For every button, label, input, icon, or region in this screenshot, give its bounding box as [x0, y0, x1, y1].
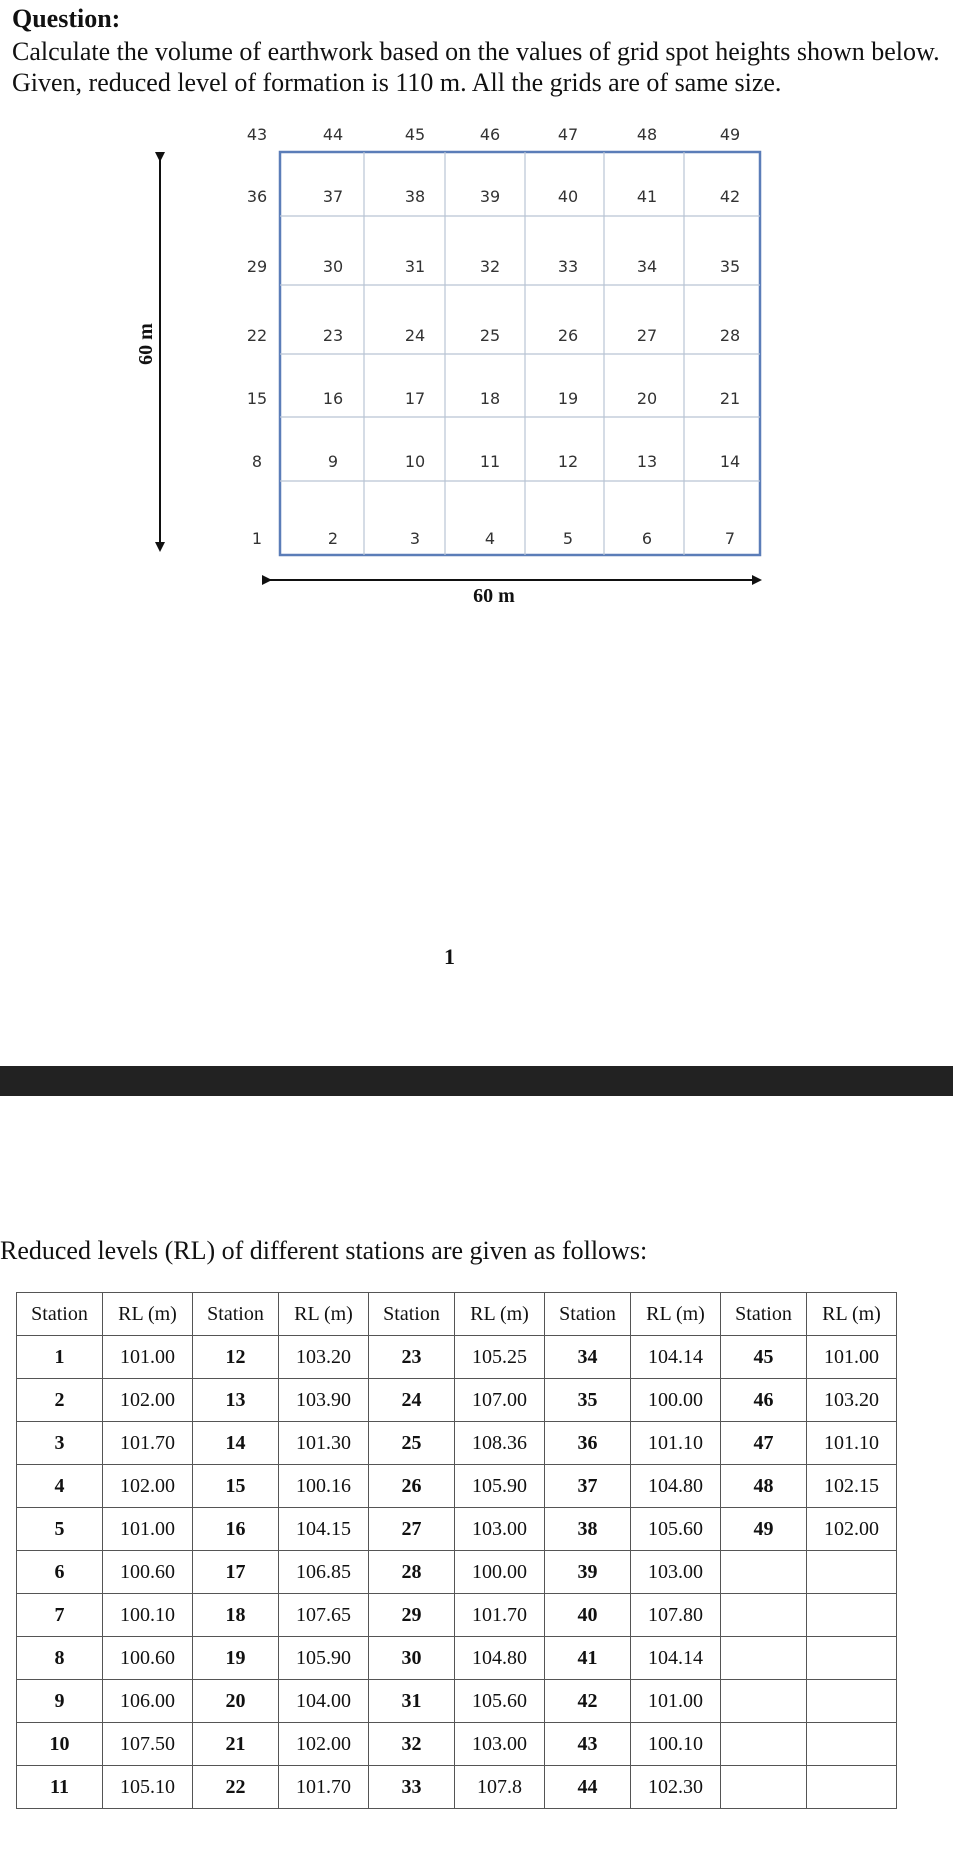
header-rl: RL (m)	[807, 1293, 897, 1336]
rl-cell: 102.00	[103, 1465, 193, 1508]
table-row	[17, 1766, 897, 1809]
station-cell: 22	[193, 1766, 279, 1809]
grid-point-label: 18	[479, 389, 501, 408]
rl-cell: 100.60	[103, 1551, 193, 1594]
grid-point-label: 1	[251, 529, 263, 548]
header-rl: RL (m)	[631, 1293, 721, 1336]
horizontal-dimension-label: 60 m	[473, 585, 515, 607]
grid-point-label: 46	[479, 125, 501, 144]
station-cell: 18	[193, 1594, 279, 1637]
station-cell: 38	[545, 1508, 631, 1551]
station-cell	[721, 1594, 807, 1637]
grid-point-label: 34	[636, 257, 658, 276]
station-cell: 7	[17, 1594, 103, 1637]
station-cell: 39	[545, 1551, 631, 1594]
rl-cell	[807, 1637, 897, 1680]
station-cell: 23	[369, 1336, 455, 1379]
grid-point-label: 45	[404, 125, 426, 144]
station-cell: 14	[193, 1422, 279, 1465]
rl-cell: 100.16	[279, 1465, 369, 1508]
station-cell: 19	[193, 1637, 279, 1680]
grid-lines	[280, 152, 760, 555]
grid-point-label: 43	[246, 125, 268, 144]
rl-cell: 104.00	[279, 1680, 369, 1723]
grid-point-label: 48	[636, 125, 658, 144]
table-header-row	[17, 1293, 897, 1336]
grid-point-label: 14	[719, 452, 741, 471]
station-cell: 24	[369, 1379, 455, 1422]
rl-cell	[807, 1680, 897, 1723]
question-text: Calculate the volume of earthwork based on the values of grid spot heights shown below. Given, reduced level of formation is 110 m. All the grids are of same size.	[12, 37, 940, 97]
rl-cell: 101.00	[807, 1336, 897, 1379]
rl-cell: 106.85	[279, 1551, 369, 1594]
rl-cell: 103.00	[455, 1508, 545, 1551]
station-cell: 44	[545, 1766, 631, 1809]
grid-point-label: 10	[404, 452, 426, 471]
header-rl: RL (m)	[103, 1293, 193, 1336]
station-cell: 1	[17, 1336, 103, 1379]
table-row	[17, 1594, 897, 1637]
grid-labels	[247, 125, 740, 548]
grid-point-label: 31	[404, 257, 426, 276]
grid-diagram	[0, 120, 953, 620]
grid-point-label: 15	[246, 389, 268, 408]
station-cell: 36	[545, 1422, 631, 1465]
rl-cell: 102.15	[807, 1465, 897, 1508]
grid-point-label: 37	[322, 187, 344, 206]
rl-cell: 102.00	[103, 1379, 193, 1422]
table-row	[17, 1422, 897, 1465]
rl-cell: 101.10	[807, 1422, 897, 1465]
grid-point-label: 4	[484, 529, 496, 548]
station-cell: 8	[17, 1637, 103, 1680]
rl-cell: 100.00	[455, 1551, 545, 1594]
table-row	[17, 1637, 897, 1680]
rl-cell	[807, 1551, 897, 1594]
rl-cell: 102.00	[279, 1723, 369, 1766]
grid-point-label: 3	[409, 529, 421, 548]
station-cell: 21	[193, 1723, 279, 1766]
station-cell: 32	[369, 1723, 455, 1766]
rl-cell: 107.8	[455, 1766, 545, 1809]
rl-cell: 105.90	[455, 1465, 545, 1508]
grid-point-label: 25	[479, 326, 501, 345]
station-cell: 34	[545, 1336, 631, 1379]
rl-cell: 103.00	[455, 1723, 545, 1766]
grid-point-label: 40	[557, 187, 579, 206]
rl-cell: 104.14	[631, 1637, 721, 1680]
grid-point-label: 36	[246, 187, 268, 206]
header-station: Station	[193, 1293, 279, 1336]
rl-cell: 102.30	[631, 1766, 721, 1809]
rl-cell: 101.70	[455, 1594, 545, 1637]
question-heading: Question:	[12, 4, 121, 33]
grid-point-label: 6	[641, 529, 653, 548]
rl-cell: 101.00	[103, 1508, 193, 1551]
rl-cell: 105.90	[279, 1637, 369, 1680]
rl-cell	[807, 1766, 897, 1809]
station-cell	[721, 1680, 807, 1723]
grid-point-label: 29	[246, 257, 268, 276]
rl-cell: 101.00	[103, 1336, 193, 1379]
station-cell: 15	[193, 1465, 279, 1508]
grid-point-label: 35	[719, 257, 741, 276]
rl-cell: 100.00	[631, 1379, 721, 1422]
grid-point-label: 27	[636, 326, 658, 345]
grid-point-label: 33	[557, 257, 579, 276]
rl-cell: 104.80	[631, 1465, 721, 1508]
station-cell: 49	[721, 1508, 807, 1551]
station-cell: 48	[721, 1465, 807, 1508]
station-cell: 31	[369, 1680, 455, 1723]
table-row	[17, 1723, 897, 1766]
station-cell: 29	[369, 1594, 455, 1637]
table-row	[17, 1379, 897, 1422]
rl-cell	[807, 1723, 897, 1766]
rl-cell: 100.60	[103, 1637, 193, 1680]
rl-cell: 105.60	[631, 1508, 721, 1551]
rl-cell: 101.70	[279, 1766, 369, 1809]
header-station: Station	[721, 1293, 807, 1336]
station-cell: 6	[17, 1551, 103, 1594]
rl-cell: 105.10	[103, 1766, 193, 1809]
station-cell: 3	[17, 1422, 103, 1465]
header-station: Station	[17, 1293, 103, 1336]
station-cell: 42	[545, 1680, 631, 1723]
station-cell: 25	[369, 1422, 455, 1465]
rl-cell: 101.10	[631, 1422, 721, 1465]
station-cell: 47	[721, 1422, 807, 1465]
station-cell: 13	[193, 1379, 279, 1422]
rl-cell: 102.00	[807, 1508, 897, 1551]
grid-point-label: 38	[404, 187, 426, 206]
rl-cell: 107.80	[631, 1594, 721, 1637]
rl-table	[16, 1292, 897, 1809]
table-row	[17, 1336, 897, 1379]
station-cell: 10	[17, 1723, 103, 1766]
rl-cell: 107.00	[455, 1379, 545, 1422]
table-intro: Reduced levels (RL) of different stations are given as follows:	[0, 1236, 648, 1265]
station-cell: 45	[721, 1336, 807, 1379]
vertical-dimension-label: 60 m	[135, 323, 157, 365]
station-cell: 16	[193, 1508, 279, 1551]
station-cell: 5	[17, 1508, 103, 1551]
rl-cell	[807, 1594, 897, 1637]
station-cell: 37	[545, 1465, 631, 1508]
station-cell	[721, 1766, 807, 1809]
header-station: Station	[369, 1293, 455, 1336]
rl-cell: 101.70	[103, 1422, 193, 1465]
table-row	[17, 1680, 897, 1723]
rl-cell: 104.15	[279, 1508, 369, 1551]
grid-point-label: 41	[636, 187, 658, 206]
rl-cell: 103.20	[807, 1379, 897, 1422]
grid-point-label: 9	[327, 452, 339, 471]
rl-cell: 103.00	[631, 1551, 721, 1594]
rl-cell: 108.36	[455, 1422, 545, 1465]
rl-cell: 103.90	[279, 1379, 369, 1422]
grid-point-label: 2	[327, 529, 339, 548]
grid-point-label: 19	[557, 389, 579, 408]
table-row	[17, 1551, 897, 1594]
rl-cell: 106.00	[103, 1680, 193, 1723]
station-cell: 33	[369, 1766, 455, 1809]
page-separator	[0, 1066, 953, 1096]
table-row	[17, 1465, 897, 1508]
station-cell: 2	[17, 1379, 103, 1422]
rl-cell: 107.65	[279, 1594, 369, 1637]
station-cell	[721, 1637, 807, 1680]
station-cell: 46	[721, 1379, 807, 1422]
grid-point-label: 11	[479, 452, 501, 471]
rl-cell: 101.30	[279, 1422, 369, 1465]
rl-cell: 105.25	[455, 1336, 545, 1379]
station-cell: 9	[17, 1680, 103, 1723]
grid-point-label: 13	[636, 452, 658, 471]
header-station: Station	[545, 1293, 631, 1336]
grid-point-label: 28	[719, 326, 741, 345]
grid-point-label: 39	[479, 187, 501, 206]
station-cell: 11	[17, 1766, 103, 1809]
table-row	[17, 1508, 897, 1551]
grid-point-label: 8	[251, 452, 263, 471]
station-cell	[721, 1723, 807, 1766]
grid-point-label: 5	[562, 529, 574, 548]
rl-cell: 100.10	[103, 1594, 193, 1637]
rl-cell: 107.50	[103, 1723, 193, 1766]
grid-point-label: 49	[719, 125, 741, 144]
grid-point-label: 21	[719, 389, 741, 408]
station-cell: 30	[369, 1637, 455, 1680]
rl-cell: 103.20	[279, 1336, 369, 1379]
grid-point-label: 32	[479, 257, 501, 276]
grid-point-label: 17	[404, 389, 426, 408]
station-cell: 26	[369, 1465, 455, 1508]
grid-point-label: 47	[557, 125, 579, 144]
page-number: 1	[444, 944, 455, 969]
grid-point-label: 7	[724, 529, 736, 548]
grid-point-label: 42	[719, 187, 741, 206]
header-rl: RL (m)	[279, 1293, 369, 1336]
rl-cell: 100.10	[631, 1723, 721, 1766]
grid-point-label: 44	[322, 125, 344, 144]
grid-point-label: 24	[404, 326, 426, 345]
grid-point-label: 16	[322, 389, 344, 408]
station-cell: 28	[369, 1551, 455, 1594]
grid-point-label: 20	[636, 389, 658, 408]
station-cell: 27	[369, 1508, 455, 1551]
rl-cell: 104.14	[631, 1336, 721, 1379]
station-cell: 17	[193, 1551, 279, 1594]
grid-point-label: 26	[557, 326, 579, 345]
rl-cell: 105.60	[455, 1680, 545, 1723]
rl-cell: 104.80	[455, 1637, 545, 1680]
station-cell: 43	[545, 1723, 631, 1766]
grid-point-label: 23	[322, 326, 344, 345]
station-cell: 41	[545, 1637, 631, 1680]
grid-point-label: 30	[322, 257, 344, 276]
header-rl: RL (m)	[455, 1293, 545, 1336]
rl-cell: 101.00	[631, 1680, 721, 1723]
station-cell: 35	[545, 1379, 631, 1422]
station-cell	[721, 1551, 807, 1594]
station-cell: 4	[17, 1465, 103, 1508]
grid-point-label: 12	[557, 452, 579, 471]
station-cell: 40	[545, 1594, 631, 1637]
grid-point-label: 22	[246, 326, 268, 345]
station-cell: 20	[193, 1680, 279, 1723]
station-cell: 12	[193, 1336, 279, 1379]
